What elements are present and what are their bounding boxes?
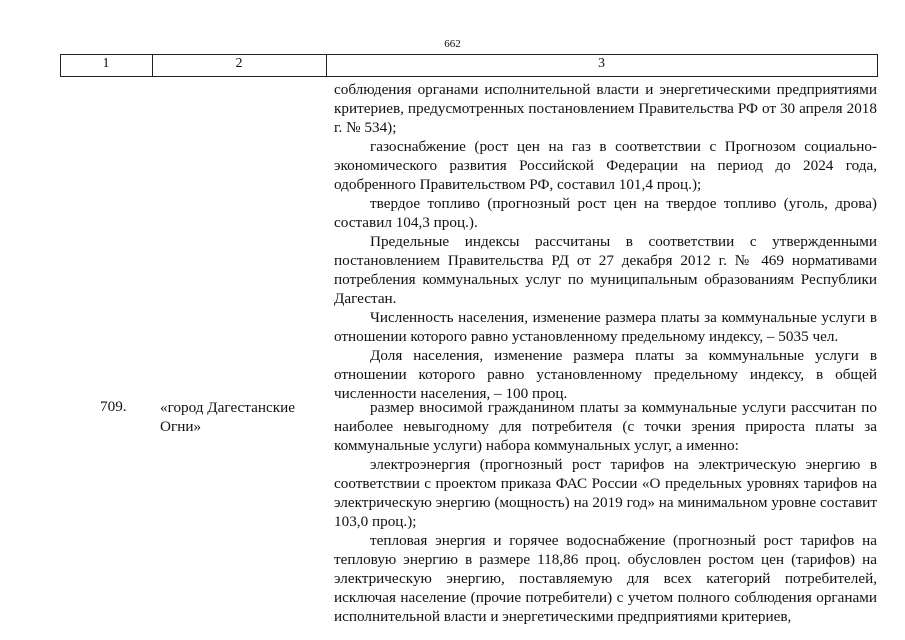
table-header-divider bbox=[877, 54, 878, 77]
row-number: 709. bbox=[100, 398, 127, 415]
table-header-bottom-border bbox=[60, 76, 878, 77]
table-header-top-border bbox=[60, 54, 878, 55]
paragraph: твердое топливо (прогнозный рост цен на твердое топливо (уголь, дрова) составил 104,3 проц.). bbox=[334, 195, 877, 231]
header-col-1: 1 bbox=[102, 56, 110, 71]
header-col-3: 3 bbox=[598, 56, 605, 71]
paragraph: Численность населения, изменение размера платы за коммунальные услуги в отношении которого равно установленному предельному индексу, – 5035 чел. bbox=[334, 309, 877, 345]
paragraph: газоснабжение (рост цен на газ в соответствии с Прогнозом социально-экономического развития Российской Федерации на период до 2024 года, одобренного Правительством РФ, составил 101,4 проц.); bbox=[334, 138, 877, 193]
paragraph: Доля населения, изменение размера платы за коммунальные услуги в отношении которого равно установленному предельному индексу, в общей численности населения, – 100 проц. bbox=[334, 347, 877, 402]
paragraph: размер вносимой гражданином платы за коммунальные услуги рассчитан по наиболее невыгодному для потребителя (с точки зрения прироста платы за коммунальные услуги) набора коммунальных услуг, а именно: bbox=[334, 399, 877, 454]
paragraph: Предельные индексы рассчитаны в соответствии с утвержденными постановлением Правительства РД от 27 декабря 2012 г. № 469 нормативами потребления коммунальных услуг по муниципальным образованиям Республики Дагестан. bbox=[334, 233, 877, 307]
row-709-text bbox=[334, 398, 877, 626]
row-continuation-text bbox=[334, 80, 877, 403]
header-col-2: 2 bbox=[235, 56, 243, 71]
paragraph: электроэнергия (прогнозный рост тарифов на электрическую энергию в соответствии с проектом приказа ФАС России «О предельных уровнях тарифов на электрическую энергию (мощность) на 2019 год» на минимальном уровне составит 103,0 проц.); bbox=[334, 456, 877, 530]
paragraph: соблюдения органами исполнительной власти и энергетическими предприятиями критериев, предусмотренных постановлением Правительства РФ от 30 апреля 2018 г. № 534); bbox=[334, 81, 877, 136]
municipality-name: «город Дагестанские Огни» bbox=[160, 399, 295, 435]
page-number: 662 bbox=[444, 38, 461, 50]
paragraph: тепловая энергия и горячее водоснабжение (прогнозный рост тарифов на тепловую энергию в размере 118,86 проц. обусловлен ростом цен (тарифов) на электрическую энергию, поставляемую для всех категорий потребителей, исключая население (прочие потребители) с учетом полного соблюдения органами исполнительной власти и энергетическими предприятиями критериев, bbox=[334, 532, 877, 625]
